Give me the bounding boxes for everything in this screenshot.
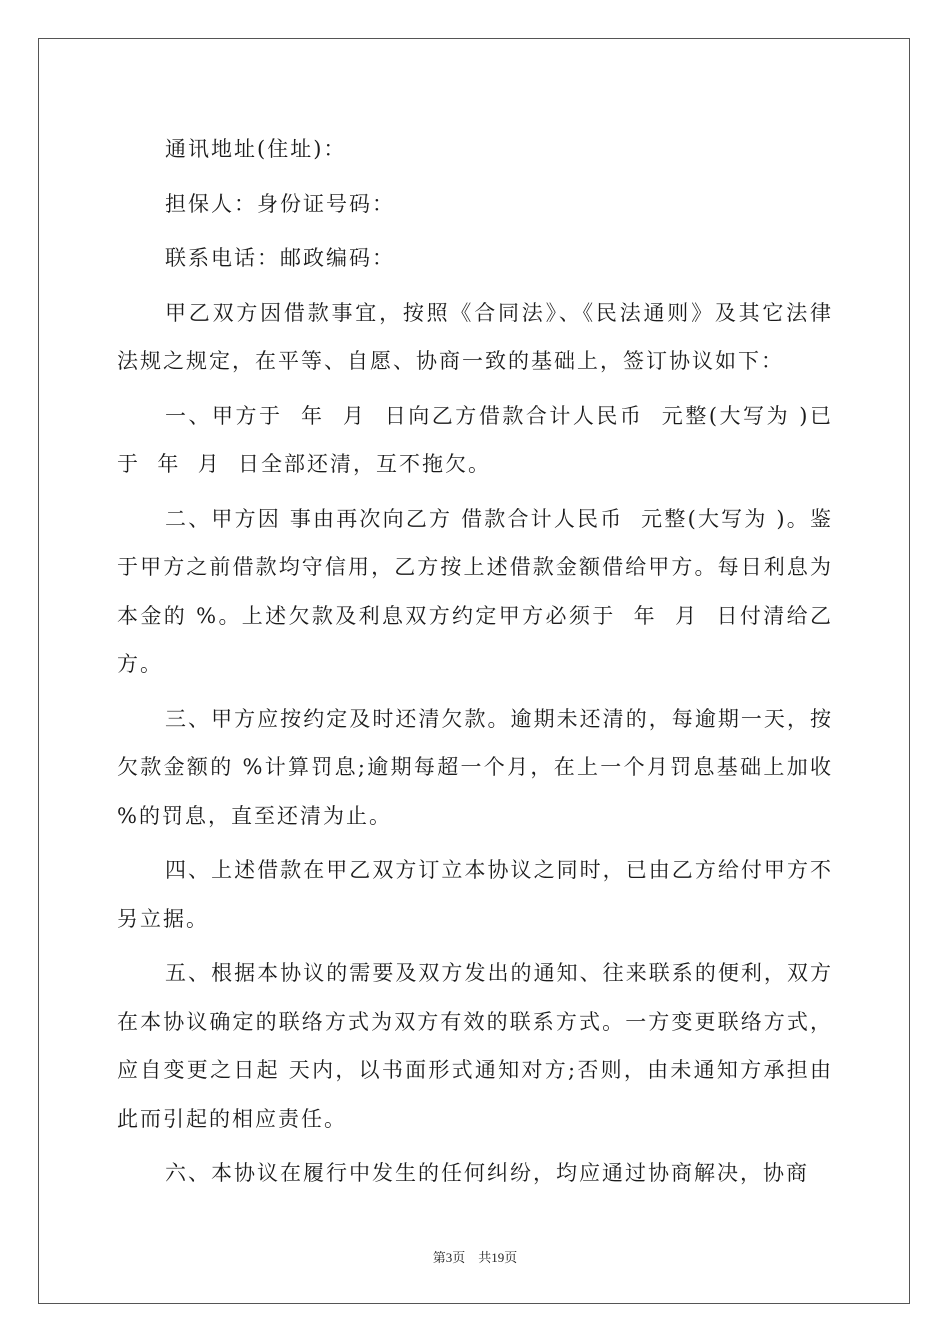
clause-2: 二、甲方因 事由再次向乙方 借款合计人民币 元整(大写为 )。鉴于甲方之前借款均守信用，乙方按上述借款金额借给甲方。每日利息为本金的 %。上述欠款及利息双方约定甲方必须于 年 月 日付清给乙方。	[117, 506, 833, 676]
page-number-footer: 第3页 共19页	[432, 1250, 518, 1265]
clause-3: 三、甲方应按约定及时还清欠款。逾期未还清的，每逾期一天，按欠款金额的 %计算罚息;逾期每超一个月，在上一个月罚息基础上加收 %的罚息，直至还清为止。	[117, 706, 842, 828]
clause-6: 六、本协议在履行中发生的任何纠纷，均应通过协商解决，协商	[165, 1161, 809, 1185]
paragraph-address: 通讯地址(住址)：	[165, 137, 347, 161]
paragraph-preamble: 甲乙双方因借款事宜，按照《合同法》、《民法通则》及其它法律法规之规定，在平等、自愿、协商一致的基础上，签订协议如下：	[117, 300, 833, 373]
clause-5: 五、根据本协议的需要及双方发出的通知、往来联系的便利，双方在本协议确定的联络方式为双方有效的联系方式。一方变更联络方式，应自变更之日起 天内，以书面形式通知对方;否则，由未通知方承担由此而引起的相应责任。	[117, 961, 833, 1131]
document-body	[117, 125, 842, 1204]
paragraph-guarantor: 担保人：身份证号码：	[165, 191, 395, 216]
clause-4: 四、上述借款在甲乙双方订立本协议之同时，已由乙方给付甲方不另立据。	[117, 858, 833, 931]
paragraph-contact: 联系电话：邮政编码：	[165, 246, 395, 270]
clause-1: 一、甲方于 年 月 日向乙方借款合计人民币 元整(大写为 )已于 年 月 日全部还清，互不拖欠。	[117, 403, 833, 476]
